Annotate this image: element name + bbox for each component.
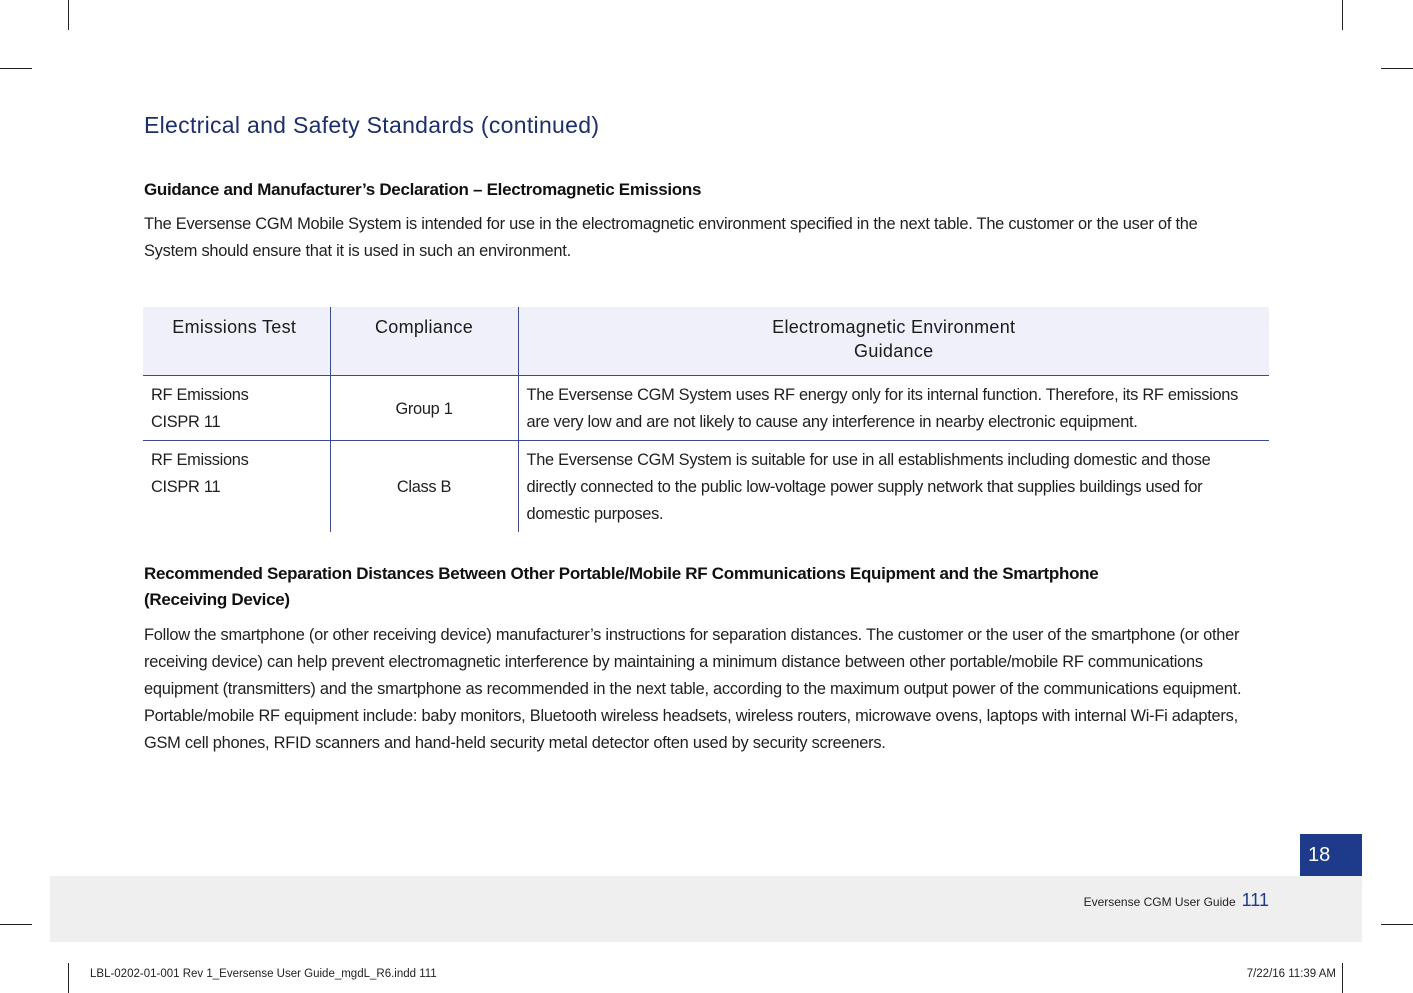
footer-guide [1084,890,1269,911]
cell-test-line2: CISPR 11 [151,413,221,431]
cell-test-line1: RF Emissions [151,451,249,469]
section-heading-separation-line1: Recommended Separation Distances Between Other Portable/Mobile RF Communications Equipment and the Smartphone [144,564,1099,583]
crop-mark-right-top [1381,68,1413,69]
cell-compliance: Class B [330,441,518,533]
section-paragraph-separation: Follow the smartphone (or other receiving device) manufacturer’s instructions for separation distances. The customer or the user of the smartphone (or other receiving device) can help prevent electromagnetic interference by maintaining a minimum distance between other portable/mobile RF communications equipment (transmitters) and the smartphone as recommended in the next table, according to the maximum output power of the communications equipment. Portable/mobile RF equipment include: baby monitors, Bluetooth wireless headsets, wireless routers, microwave ovens, laptops with internal Wi-Fi adapters, GSM cell phones, RFID scanners and hand-held security metal detector often used by security screeners. [144,626,1242,752]
column-header-emissions-test: Emissions Test [143,307,330,376]
emissions-table [143,307,1269,532]
page-number: 111 [1241,890,1269,910]
crop-mark-bottom-left [68,963,69,993]
column-header-compliance: Compliance [330,307,518,376]
footer-guide-label: Eversense CGM User Guide [1083,895,1236,909]
table-row [143,441,1269,533]
table-row [143,376,1269,441]
cell-test-line2: CISPR 11 [151,478,221,496]
section-heading-separation-line2: (Receiving Device) [144,590,290,609]
cell-emissions-test [143,376,330,441]
page-title [144,112,599,139]
cell-guidance: The Eversense CGM System uses RF energy only for its internal function. Therefore, its RF emissions are very low and are not likely to cause any interference in nearby electronic equipment. [518,376,1269,441]
cell-test-line1: RF Emissions [151,386,249,404]
crop-mark-left-bottom [0,924,32,925]
cell-compliance: Group 1 [330,376,518,441]
crop-mark-right-bottom [1381,924,1413,925]
section-paragraph-emissions: The Eversense CGM Mobile System is intended for use in the electromagnetic environment specified in the next table. The customer or the user of the System should ensure that it is used in such an environment. [144,215,1198,260]
crop-mark-bottom-right [1342,963,1343,993]
crop-mark-left-top [0,68,32,69]
column-header-guidance-line1: Electromagnetic Environment [772,317,1016,337]
page-title-main: Electrical and Safety Standards [144,112,475,138]
crop-mark-top-left [68,0,69,30]
print-slug-file: LBL-0202-01-001 Rev 1_Eversense User Guide_mgdL_R6.indd 111 [90,968,437,980]
column-header-guidance-line2: Guidance [854,341,934,361]
section-heading-separation [144,564,1098,610]
page-title-suffix: (continued) [480,112,600,138]
section-heading-emissions: Guidance and Manufacturer’s Declaration – Electromagnetic Emissions [144,180,702,199]
cell-emissions-test [143,441,330,533]
column-header-guidance [518,307,1269,376]
cell-guidance: The Eversense CGM System is suitable for use in all establishments including domestic and those directly connected to the public low-voltage power supply network that supplies buildings used for domestic purposes. [526,451,1211,523]
print-slug-timestamp: 7/22/16 11:39 AM [1246,968,1336,980]
chapter-tab: 18 [1300,834,1362,876]
table-header-row [143,307,1269,376]
crop-mark-top-right [1342,0,1343,30]
